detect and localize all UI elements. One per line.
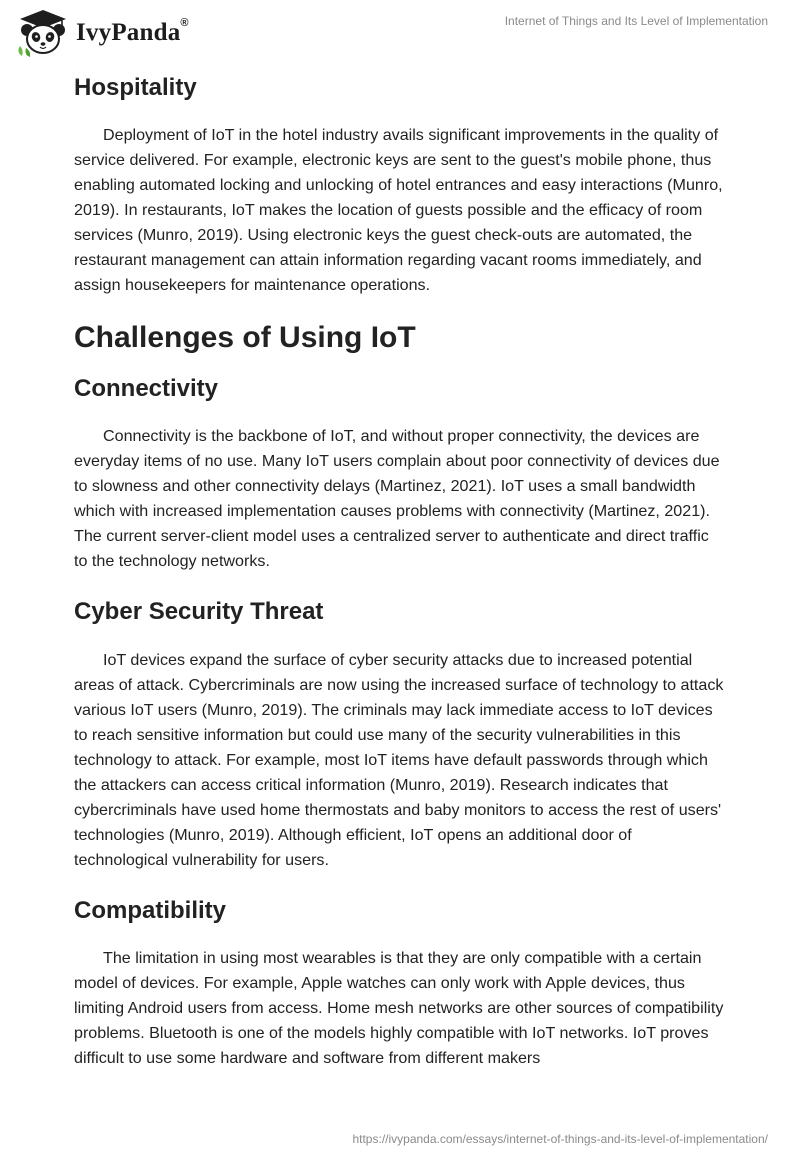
paragraph-connectivity: Connectivity is the backbone of IoT, and without proper connectivity, the devices are everyday items of no use. Many IoT users complain about poor connectivity of devices due to slowness and other connectivity delays (Martinez, 2021). IoT uses a small bandwidth which with increased implementation causes problems with connectivity (Martinez, 2021). The current server-client model uses a centralized server to authenticate and direct traffic to the technology networks.: [74, 427, 720, 571]
heading-cyber-security: Cyber Security Threat: [74, 598, 324, 626]
brand-name: IvyPanda®: [76, 17, 189, 46]
heading-connectivity: Connectivity: [74, 375, 219, 403]
paragraph-compatibility: The limitation in using most wearables is that they are only compatible with a certain model of devices. For example, Apple watches can only work with Apple devices, thus limiting Android users from access. Home mesh networks are other sources of compatibility problems. Bluetooth is one of the models highly compatible with IoT networks. IoT proves difficult to use some hardware and software from different makers: [74, 948, 724, 1067]
source-url[interactable]: https://ivypanda.com/essays/internet-of-things-and-its-level-of-implementation/: [352, 1132, 768, 1146]
heading-compatibility: Compatibility: [74, 896, 227, 924]
ivypanda-logo[interactable]: [14, 8, 189, 58]
page-header: [0, 0, 800, 66]
registered-mark: ®: [180, 17, 189, 29]
paragraph-cyber-security: IoT devices expand the surface of cyber security attacks due to increased potential areas of attack. Cybercriminals are now using the increased surface of technology to attack various IoT users (Munro, 2019). The criminals may lack immediate access to IoT devices to reach sensitive information but could use many of the security vulnerabilities in this technology to attack. For example, most IoT items have default passwords through which the attackers can access critical information (Munro, 2019). Research indicates that cybercriminals have used home thermostats and baby monitors to access the rest of users' technologies (Munro, 2019). Although efficient, IoT opens an additional door of technological vulnerability for users.: [74, 650, 724, 869]
heading-challenges: Challenges of Using IoT: [74, 321, 416, 355]
paragraph-hospitality: Deployment of IoT in the hotel industry avails significant improvements in the quality of service delivered. For example, electronic keys are sent to the guest's mobile phone, thus enabling automated locking and unlocking of hotel entrances and easy interactions (Munro, 2019). In restaurants, IoT makes the location of guests possible and the efficacy of room services (Munro, 2019). Using electronic keys the guest check-outs are automated, the restaurant management can attain information regarding vacant rooms immediately, and assign housekeepers for maintenance operations.: [74, 126, 723, 295]
essay-content: [74, 70, 726, 1071]
panda-graduate-icon: [14, 8, 72, 58]
heading-hospitality: Hospitality: [74, 74, 197, 101]
document-title: Internet of Things and Its Level of Implementation: [504, 14, 768, 28]
